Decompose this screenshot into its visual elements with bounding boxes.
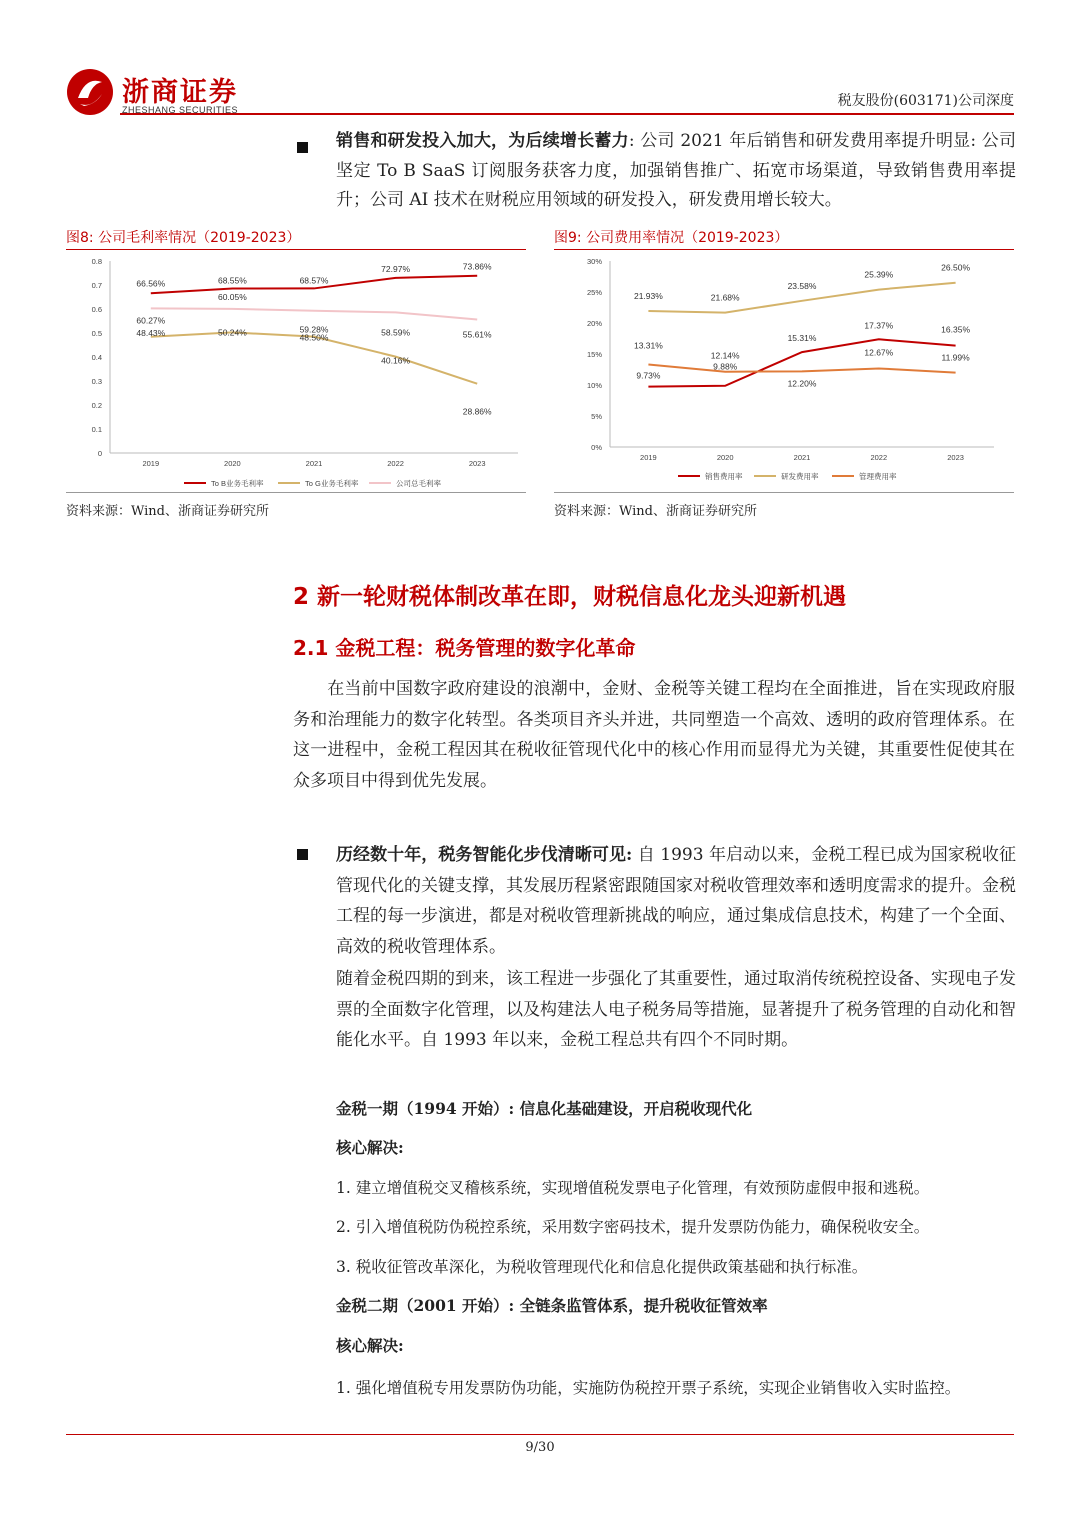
intro-text: 在当前中国数字政府建设的浪潮中，金财、金税等关键工程均在全面推进，旨在实现政府服务和治理能力的数字化转型。各类项目齐头并进，共同塑造一个高效、透明的政府管理体系。在这一进程中，金税工程因其在税收征管现代化中的核心作用而显得尤为关键，其重要性促使其在众多项目中得到优先发展。 bbox=[293, 679, 1015, 791]
y-tick-label: 10% bbox=[586, 381, 602, 390]
bullet2-paragraph bbox=[336, 840, 1016, 962]
y-tick-label: 0% bbox=[591, 443, 602, 452]
data-label: 68.57% bbox=[299, 275, 329, 286]
y-tick-label: 0.5 bbox=[91, 329, 102, 338]
bullet2-bold: 历经数十年，税务智能化步伐清晰可见: bbox=[336, 845, 633, 865]
x-tick-label: 2021 bbox=[305, 459, 323, 468]
data-label: 60.27% bbox=[136, 315, 166, 326]
fig9-top-rule bbox=[554, 249, 1014, 250]
legend-label: To B业务毛利率 bbox=[211, 479, 264, 488]
data-label: 25.39% bbox=[864, 269, 894, 280]
y-tick-label: 15% bbox=[586, 350, 602, 359]
page-number: 9/30 bbox=[525, 1440, 555, 1455]
x-tick-label: 2023 bbox=[468, 459, 486, 468]
data-label: 58.59% bbox=[381, 327, 411, 338]
y-tick-label: 20% bbox=[586, 319, 602, 328]
x-tick-label: 2022 bbox=[870, 453, 888, 462]
data-label: 48.43% bbox=[136, 327, 166, 338]
x-tick-label: 2020 bbox=[716, 453, 734, 462]
data-label: 9.88% bbox=[713, 361, 738, 372]
fig8-top-rule bbox=[66, 249, 526, 250]
fig9-bottom-rule bbox=[554, 492, 1014, 493]
y-tick-label: 0.8 bbox=[91, 257, 102, 266]
data-label: 17.37% bbox=[864, 320, 894, 331]
x-tick-label: 2019 bbox=[640, 453, 657, 462]
fig8-chart bbox=[66, 252, 526, 490]
bullet-square-icon bbox=[297, 849, 308, 860]
data-label: 12.14% bbox=[710, 350, 740, 361]
phase2-title: 金税二期（2001 开始）: 全链条监管体系，提升税收征管效率 bbox=[336, 1296, 768, 1315]
y-tick-label: 0.7 bbox=[91, 281, 102, 290]
data-label: 60.05% bbox=[217, 291, 247, 302]
data-label: 50.24% bbox=[217, 327, 247, 338]
phase1-title: 金税一期（1994 开始）: 信息化基础建设，开启税收现代化 bbox=[336, 1099, 753, 1118]
y-tick-label: 0 bbox=[97, 449, 102, 458]
section-heading: 2 新一轮财税体制改革在即，财税信息化龙头迎新机遇 bbox=[293, 584, 847, 610]
x-tick-label: 2020 bbox=[224, 459, 241, 468]
fig9-source: 资料来源：Wind、浙商证券研究所 bbox=[554, 504, 757, 519]
data-label: 26.50% bbox=[941, 262, 971, 273]
data-label: 40.16% bbox=[381, 355, 411, 366]
data-label: 55.61% bbox=[462, 329, 492, 340]
x-tick-label: 2021 bbox=[793, 453, 811, 462]
data-label: 59.28% bbox=[299, 324, 329, 335]
core1-label: 核心解决: bbox=[336, 1138, 404, 1157]
x-tick-label: 2019 bbox=[142, 459, 160, 468]
y-tick-label: 30% bbox=[586, 257, 602, 266]
data-label: 15.31% bbox=[787, 333, 817, 344]
top-bullet-text: : 公司 2021 年后销售和研发费用率提升明显: 公司坚定 To B SaaS 订阅服务获客力度，加强销售推广、拓宽市场渠道，导致销售费用率提升；公司 AI 技术在财税应用领域的研发投入，研发费用增长较大。 bbox=[336, 131, 1016, 210]
data-label: 11.99% bbox=[941, 352, 970, 363]
data-label: 21.68% bbox=[710, 292, 740, 303]
y-tick-label: 0.2 bbox=[91, 401, 102, 410]
top-bullet-bold: 销售和研发投入加大，为后续增长蓄力 bbox=[336, 131, 629, 151]
series-line-3 bbox=[151, 308, 477, 319]
para3: 随着金税四期的到来，该工程进一步强化了其重要性，通过取消传统税控设备、实现电子发票的全面数字化管理，以及构建法人电子税务局等措施，显著提升了税务管理的自动化和智能化水平。自 1993 年以来，金税工程总共有四个不同时期。 bbox=[336, 969, 1016, 1050]
fig8-source: 资料来源：Wind、浙商证券研究所 bbox=[66, 504, 269, 519]
phase1-item-1: 1. 建立增值税交叉稽核系统，实现增值税发票电子化管理，有效预防虚假申报和逃税。 bbox=[336, 1179, 930, 1197]
fig8-bottom-rule bbox=[66, 492, 526, 493]
x-tick-label: 2023 bbox=[947, 453, 964, 462]
legend-label: 销售费用率 bbox=[705, 472, 743, 481]
core2-label: 核心解决: bbox=[336, 1336, 404, 1355]
footer-divider bbox=[66, 1434, 1014, 1435]
document-label: 税友股份(603171)公司深度 bbox=[837, 93, 1014, 109]
data-label: 21.93% bbox=[633, 291, 663, 302]
data-label: 16.35% bbox=[941, 324, 971, 335]
data-label: 13.31% bbox=[633, 340, 663, 351]
logo-subtext: ZHESHANG SECURITIES bbox=[122, 105, 239, 115]
header-divider bbox=[120, 113, 1014, 115]
y-tick-label: 0.3 bbox=[91, 377, 102, 386]
bullet2-text: 自 1993 年启动以来，金税工程已成为国家税收征管现代化的关键支撑，其发展历程紧密跟随国家对税收管理效率和透明度需求的提升。金税工程的每一步演进，都是对税收管理新挑战的响应，通过集成信息技术，构建了一个全面、高效的税收管理体系。 bbox=[336, 845, 1016, 957]
zheshang-logo-icon bbox=[66, 68, 114, 116]
y-tick-label: 0.6 bbox=[91, 305, 102, 314]
legend-label: To G业务毛利率 bbox=[305, 479, 359, 488]
data-label: 73.86% bbox=[462, 261, 492, 272]
legend-label: 研发费用率 bbox=[781, 472, 819, 481]
series-line-3 bbox=[648, 361, 955, 372]
y-tick-label: 0.1 bbox=[91, 425, 102, 434]
legend-label: 管理费用率 bbox=[859, 472, 897, 481]
logo-text: 浙商证券 bbox=[122, 77, 238, 108]
subsection-heading: 2.1 金税工程：税务管理的数字化革命 bbox=[293, 636, 636, 660]
fig8-title: 图8: 公司毛利率情况（2019-2023） bbox=[66, 230, 301, 246]
data-label: 23.58% bbox=[787, 280, 817, 291]
y-tick-label: 25% bbox=[586, 288, 602, 297]
legend-label: 公司总毛利率 bbox=[396, 479, 441, 488]
data-label: 9.73% bbox=[636, 370, 661, 381]
data-label: 66.56% bbox=[136, 278, 166, 289]
y-tick-label: 0.4 bbox=[91, 353, 102, 362]
phase1-item-2: 2. 引入增值税防伪税控系统，采用数字密码技术，提升发票防伪能力，确保税收安全。 bbox=[336, 1218, 930, 1236]
top-bullet-paragraph bbox=[336, 127, 1016, 216]
data-label: 72.97% bbox=[381, 263, 411, 274]
bullet-square-icon bbox=[297, 142, 308, 153]
y-tick-label: 5% bbox=[591, 412, 602, 421]
data-label: 28.86% bbox=[462, 406, 492, 417]
data-label: 12.67% bbox=[864, 347, 894, 358]
fig9-chart bbox=[554, 252, 1014, 490]
phase2-item-1: 1. 强化增值税专用发票防伪功能，实施防伪税控开票子系统，实现企业销售收入实时监控。 bbox=[336, 1379, 961, 1397]
data-label: 12.20% bbox=[787, 378, 817, 389]
data-label: 68.55% bbox=[217, 275, 247, 286]
fig9-title: 图9: 公司费用率情况（2019-2023） bbox=[554, 230, 789, 246]
data-label: 48.50% bbox=[299, 332, 329, 343]
phase1-item-3: 3. 税收征管改革深化，为税收管理现代化和信息化提供政策基础和执行标准。 bbox=[336, 1258, 868, 1276]
x-tick-label: 2022 bbox=[387, 459, 404, 468]
intro-paragraph bbox=[293, 674, 1015, 796]
